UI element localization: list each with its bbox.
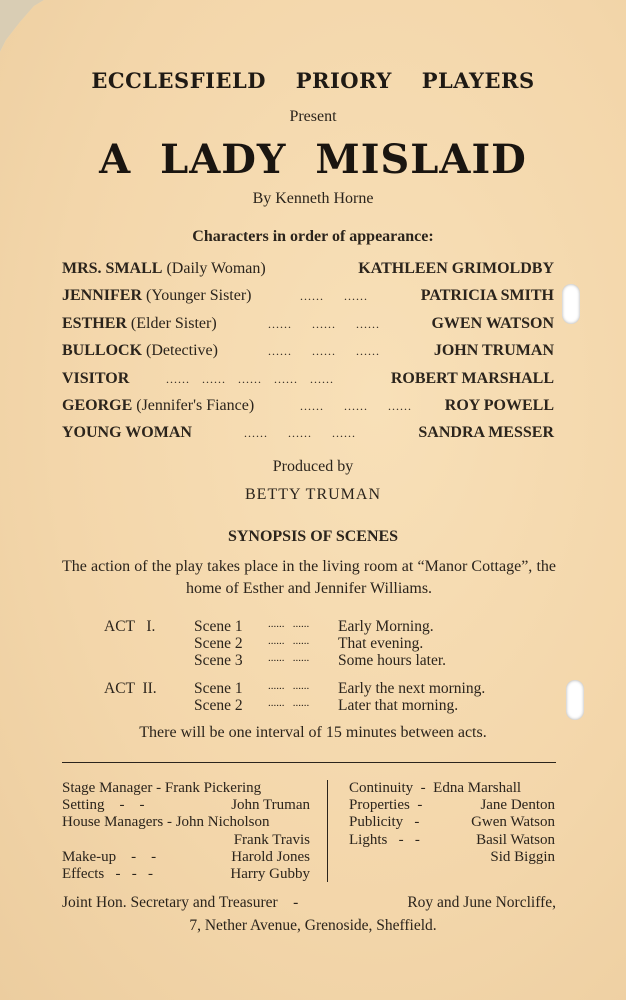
cast-role: MRS. SMALL	[62, 260, 163, 277]
producer-name: BETTY TRUMAN	[245, 486, 381, 503]
crew-list-left	[62, 780, 310, 883]
crew-role: Lights - -	[349, 831, 420, 848]
leader-dots: ...... ...... ......	[244, 426, 356, 441]
leader-dots: ...... ......	[300, 289, 368, 304]
scene-label: Scene 1	[194, 618, 243, 635]
crew-role: Effects - - -	[62, 865, 153, 882]
crew-person: Frank Travis	[233, 831, 310, 848]
leader-dots: ...... ......	[268, 652, 310, 664]
crew-row	[62, 797, 310, 814]
play-author: By Kenneth Horne	[252, 190, 374, 207]
cast-actor: ROBERT MARSHALL	[390, 369, 554, 387]
interval-note: There will be one interval of 15 minutes between acts.	[139, 724, 487, 741]
act-label: ACT I.	[104, 618, 156, 635]
crew-role: Make-up - -	[62, 848, 157, 865]
crew-row	[349, 849, 555, 866]
scene-time: That evening.	[338, 635, 424, 652]
crew-row	[349, 780, 555, 797]
cast-role-note: (Jennifer's Fiance)	[136, 396, 255, 414]
play-title: A LADY MISLAID	[99, 136, 527, 183]
scene-time: Early the next morning.	[338, 680, 486, 697]
crew-person: John Truman	[231, 797, 310, 814]
crew-role: Publicity -	[349, 814, 420, 831]
secretary-label: Joint Hon. Secretary and Treasurer -	[62, 894, 299, 911]
organisation-name: ECCLESFIELD PRIORY PLAYERS	[91, 68, 535, 93]
crew-person: Gwen Watson	[471, 814, 555, 831]
leader-dots: ...... ......	[268, 680, 310, 692]
present-line: Present	[289, 108, 337, 125]
cast-role: ESTHER	[62, 314, 127, 332]
crew-row	[62, 866, 310, 883]
punch-hole	[562, 284, 580, 324]
crew-row	[349, 832, 555, 849]
scene-label: Scene 3	[194, 652, 243, 669]
leader-dots: ...... ......	[268, 635, 310, 647]
synopsis-action: The action of the play takes place in the living room at “Manor Cottage”, the home of Esther and Jennifer Williams.	[62, 558, 556, 597]
leader-dots: ...... ...... ......	[268, 344, 380, 359]
cast-role: YOUNG WOMAN	[62, 424, 192, 442]
punch-hole	[566, 680, 584, 720]
cast-row	[62, 340, 554, 367]
crew-row	[62, 780, 310, 797]
divider	[62, 762, 556, 763]
cast-actor: JOHN TRUMAN	[433, 342, 554, 360]
column-divider	[327, 780, 328, 882]
cast-heading: Characters in order of appearance:	[192, 228, 434, 245]
crew-row	[349, 797, 555, 814]
crew-role: Continuity - Edna Marshall	[349, 780, 522, 796]
cast-role: GEORGE	[62, 396, 133, 414]
cast-role-note: (Younger Sister)	[146, 287, 252, 305]
cast-actor: PATRICIA SMITH	[420, 287, 554, 305]
crew-person: Harold Jones	[231, 848, 310, 865]
cast-row	[62, 422, 554, 449]
cast-role: JENNIFER	[62, 287, 143, 305]
produced-by-label: Produced by	[272, 458, 354, 475]
crew-role: Setting - -	[62, 797, 145, 814]
scene-time: Early Morning.	[338, 618, 434, 635]
leader-dots: ...... ...... ...... ...... ......	[166, 371, 334, 386]
crew-role: Stage Manager - Frank Pickering	[62, 780, 262, 796]
scene-label: Scene 1	[194, 680, 243, 697]
crew-person: Basil Watson	[476, 831, 555, 848]
cast-row	[62, 313, 554, 340]
leader-dots: ...... ...... ......	[268, 316, 380, 331]
cast-actor: SANDRA MESSER	[418, 424, 554, 442]
cast-role: VISITOR	[62, 369, 130, 387]
cast-actor: KATHLEEN GRIMOLDBY	[358, 260, 554, 277]
crew-row	[349, 814, 555, 831]
scene-label: Scene 2	[194, 697, 243, 714]
crew-person: Sid Biggin	[490, 848, 555, 865]
crew-person: Harry Gubby	[230, 865, 310, 882]
cast-role-note: (Daily Woman)	[166, 260, 266, 277]
cast-row	[62, 258, 554, 285]
cast-actor: GWEN WATSON	[431, 314, 554, 332]
scene-time: Later that morning.	[338, 697, 459, 714]
cast-row	[62, 285, 554, 312]
crew-role: House Managers - John Nicholson	[62, 814, 270, 831]
cast-row	[62, 368, 554, 395]
crew-row	[62, 849, 310, 866]
crew-row	[62, 832, 310, 849]
synopsis-heading: SYNOPSIS OF SCENES	[227, 528, 399, 545]
cast-list	[62, 258, 554, 450]
leader-dots: ...... ......	[268, 697, 310, 709]
crew-person: Jane Denton	[480, 797, 555, 814]
cast-role-note: (Elder Sister)	[130, 314, 217, 332]
leader-dots: ...... ...... ......	[300, 398, 412, 413]
act-label: ACT II.	[104, 680, 157, 697]
crew-role: Properties -	[349, 797, 423, 814]
cast-row	[62, 395, 554, 422]
leader-dots: ...... ......	[268, 618, 310, 630]
cast-actor: ROY POWELL	[444, 396, 554, 414]
secretary-address: 7, Nether Avenue, Grenoside, Sheffield.	[189, 917, 437, 934]
scene-label: Scene 2	[194, 635, 243, 652]
crew-row	[62, 814, 310, 831]
cast-role-note: (Detective)	[146, 342, 218, 360]
secretary-names: Roy and June Norcliffe,	[407, 894, 556, 911]
cast-role: BULLOCK	[62, 342, 143, 360]
scene-time: Some hours later.	[338, 652, 447, 669]
crew-list-right	[349, 780, 555, 866]
